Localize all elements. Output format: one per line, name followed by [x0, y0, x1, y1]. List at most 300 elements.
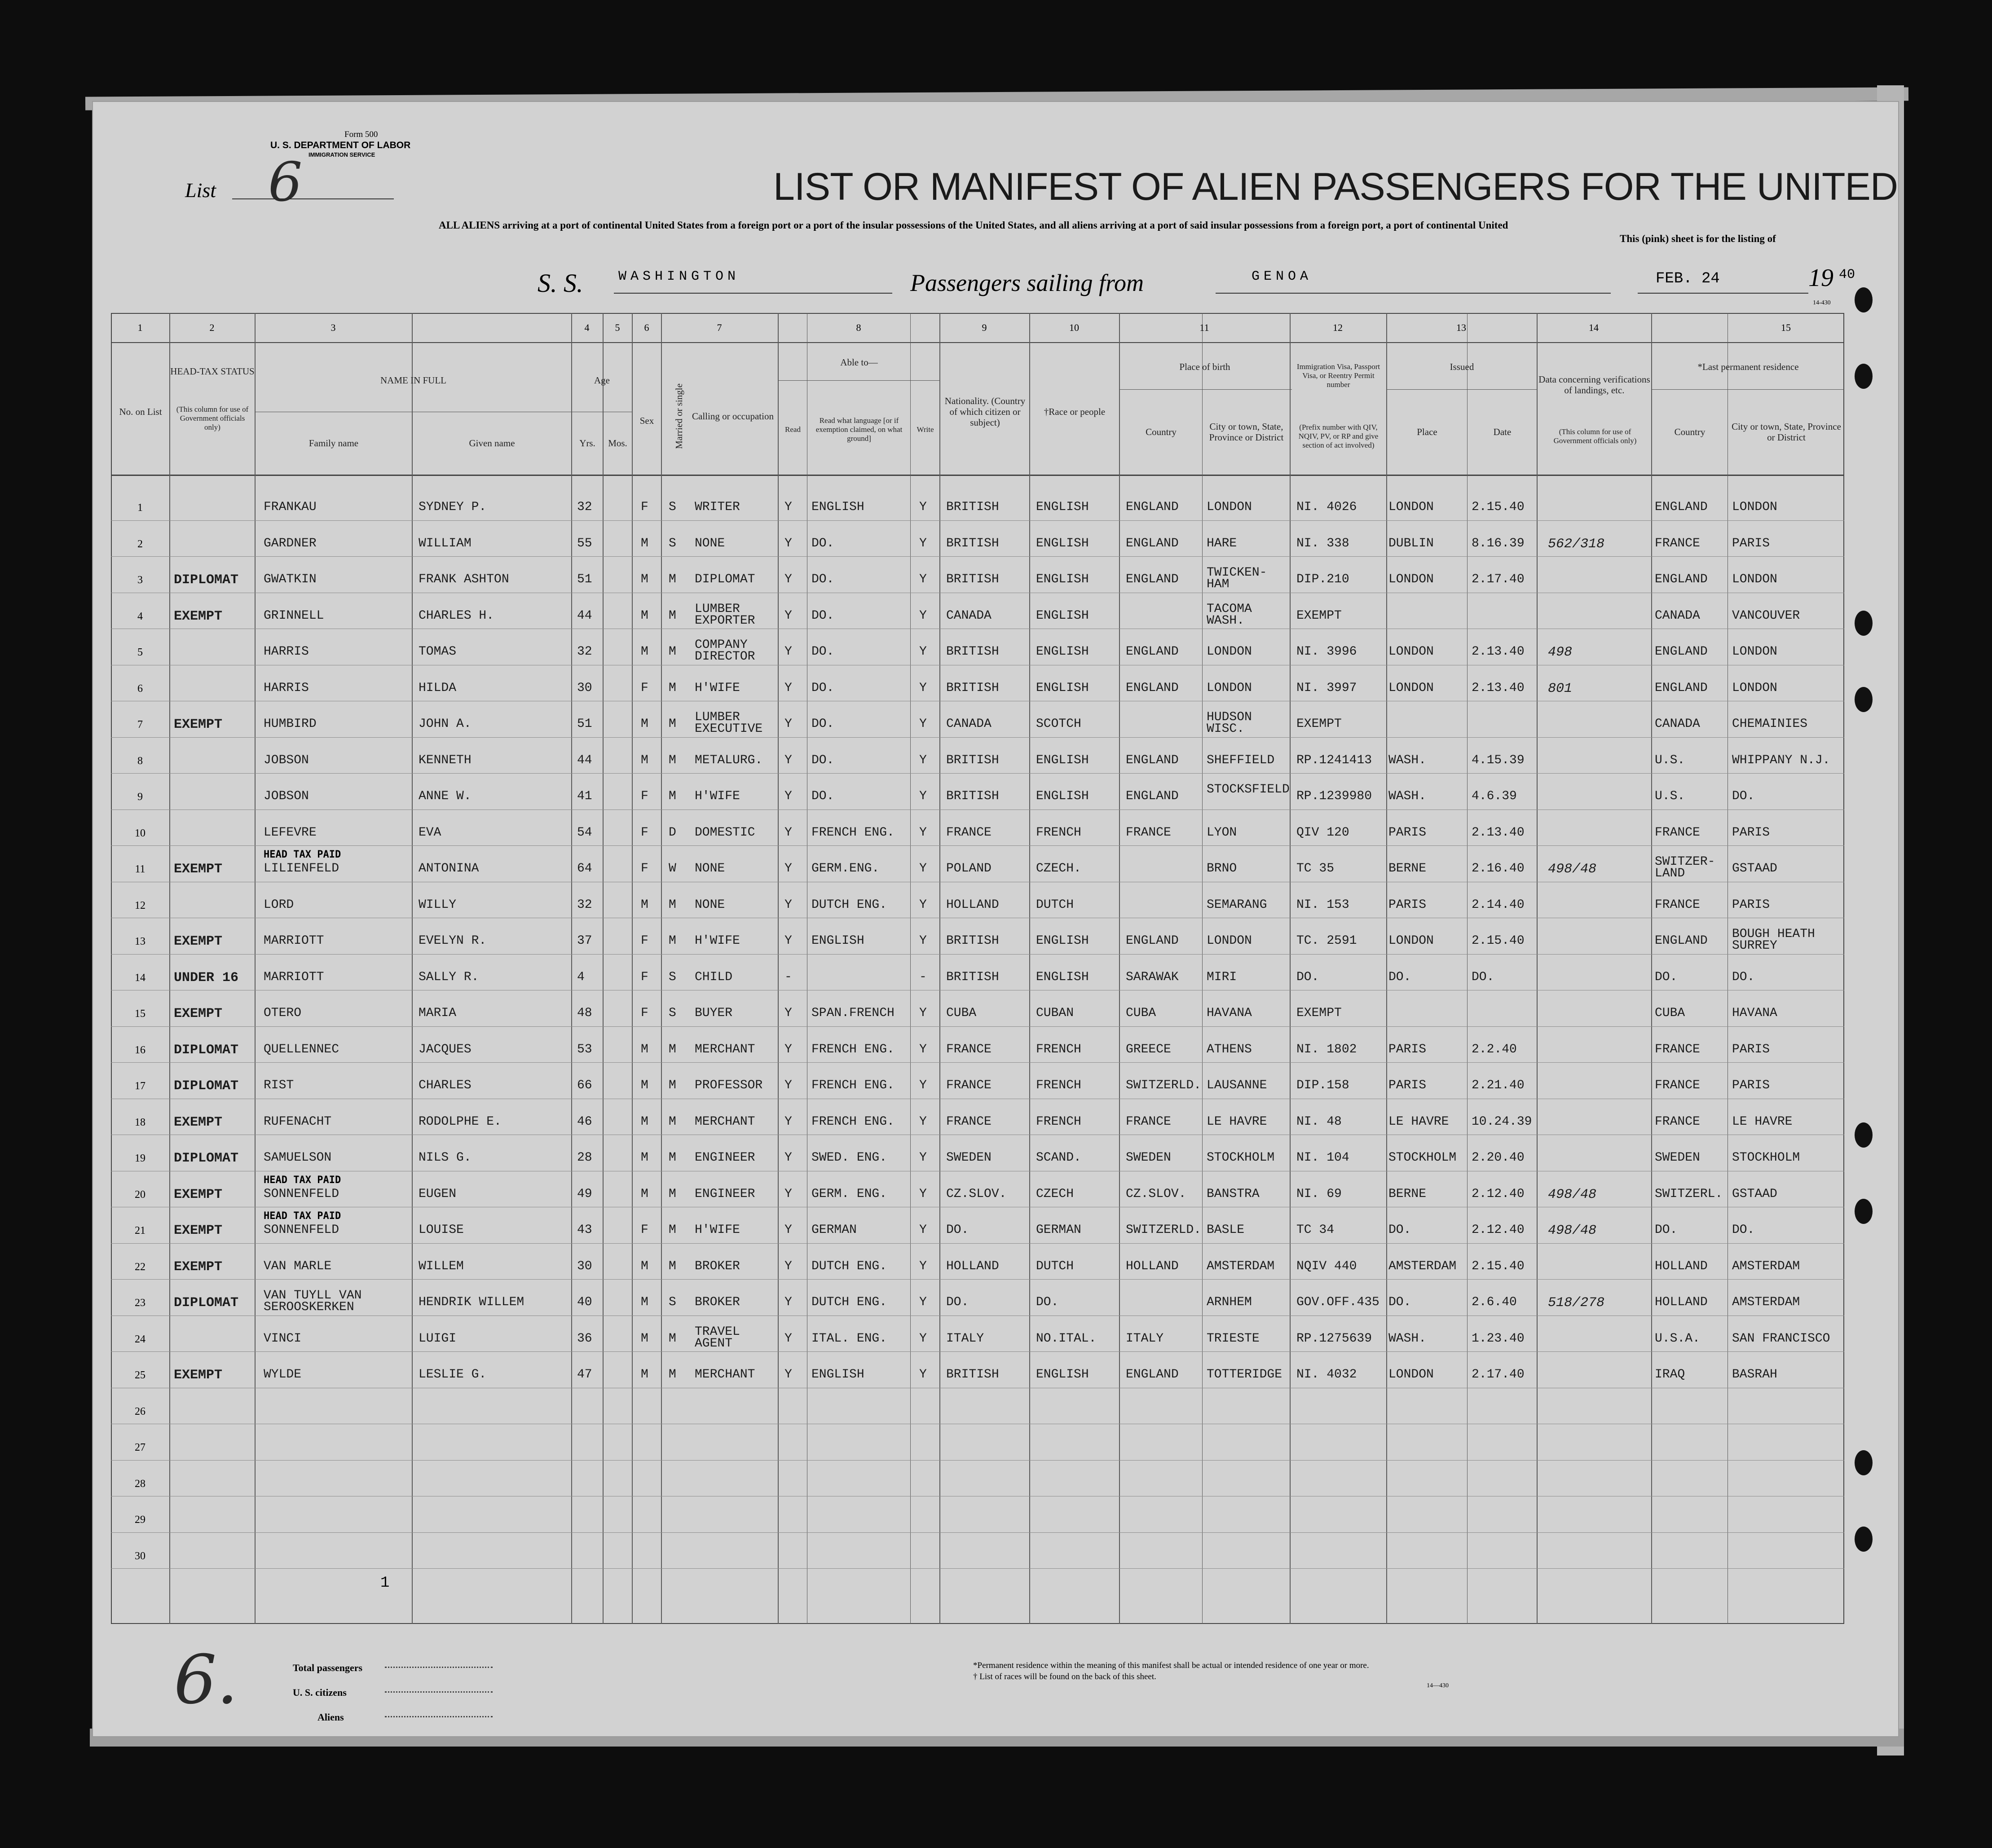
- race: GERMAN: [1036, 1223, 1081, 1237]
- col-rule: [603, 313, 604, 1624]
- row-number: 2: [137, 538, 143, 550]
- reads: Y: [784, 1259, 792, 1273]
- age: 55: [577, 536, 592, 550]
- birth-country: FRANCE: [1126, 825, 1171, 840]
- occupation: ENGINEER: [695, 1187, 755, 1201]
- writes: Y: [919, 1331, 927, 1346]
- visa-number: NQIV 440: [1296, 1259, 1357, 1273]
- sex: F: [641, 789, 648, 803]
- given-name: LUIGI: [419, 1331, 457, 1346]
- writes: Y: [919, 1187, 927, 1201]
- sex: M: [641, 608, 648, 623]
- race: NO.ITAL.: [1036, 1331, 1097, 1346]
- residence-city: HAVANA: [1732, 1006, 1777, 1020]
- residence-city: DO.: [1732, 1223, 1755, 1237]
- language: FRENCH ENG.: [811, 1078, 895, 1092]
- column-number: 12: [1333, 322, 1343, 333]
- age: 46: [577, 1114, 592, 1129]
- nationality: FRANCE: [946, 1042, 992, 1056]
- header-write: Write: [917, 425, 934, 434]
- race: FRENCH: [1036, 1114, 1081, 1129]
- column-number: 2: [209, 322, 215, 333]
- language: ITAL. ENG.: [811, 1331, 887, 1346]
- writes: Y: [919, 717, 927, 731]
- occupation: ENGINEER: [695, 1151, 755, 1165]
- head-tax-status: EXEMPT: [174, 1006, 223, 1021]
- header-rule: [111, 475, 1844, 476]
- race: ENGLISH: [1036, 608, 1089, 623]
- age: 48: [577, 1006, 592, 1020]
- given-name: WILLEM: [419, 1259, 464, 1273]
- row-number: 25: [135, 1369, 145, 1381]
- age: 47: [577, 1368, 592, 1382]
- head-tax-status: EXEMPT: [174, 1259, 223, 1275]
- binder-hole: [1855, 1450, 1873, 1475]
- able-subrule: [778, 380, 939, 381]
- birth-country: CUBA: [1126, 1006, 1156, 1020]
- occupation: NONE: [695, 862, 725, 876]
- header-visa-note: (Prefix number with QIV, NQIV, PV, or RP and give section of act involved): [1298, 423, 1379, 449]
- birth-city: LONDON: [1207, 681, 1252, 695]
- issued-date: 2.15.40: [1472, 1259, 1525, 1273]
- nationality: ITALY: [946, 1331, 984, 1346]
- birth-country: ITALY: [1126, 1331, 1164, 1346]
- residence-country: ENGLAND: [1655, 500, 1708, 514]
- birth-country: SARAWAK: [1126, 970, 1179, 984]
- residence-city: STOCKHOLM: [1732, 1151, 1800, 1165]
- language: FRENCH ENG.: [811, 1042, 895, 1056]
- residence-city: PARIS: [1732, 536, 1770, 550]
- language: SPAN.FRENCH: [811, 1006, 895, 1020]
- residence-city: LONDON: [1732, 500, 1777, 514]
- issued-place: DO.: [1388, 1295, 1411, 1309]
- issued-place: LONDON: [1388, 934, 1434, 948]
- language: FRENCH ENG.: [811, 825, 895, 840]
- marital-status: M: [669, 1187, 676, 1201]
- visa-number: NI. 48: [1296, 1114, 1342, 1129]
- column-number: 3: [331, 322, 336, 333]
- residence-city: LONDON: [1732, 681, 1777, 695]
- given-name: SYDNEY P.: [419, 500, 487, 514]
- row-number: 11: [135, 863, 145, 875]
- family-name: LORD: [264, 898, 294, 912]
- occupation: CHILD: [695, 970, 733, 984]
- residence-country: CANADA: [1655, 717, 1700, 731]
- given-name: WILLIAM: [419, 536, 472, 550]
- visa-number: NI. 338: [1296, 536, 1349, 550]
- sex: M: [641, 1331, 648, 1346]
- writes: Y: [919, 1295, 927, 1309]
- header-last-residence: *Last permanent residence: [1697, 361, 1799, 372]
- sex: F: [641, 681, 648, 695]
- writes: Y: [919, 898, 927, 912]
- marital-status: M: [669, 1368, 676, 1382]
- age: 66: [577, 1078, 592, 1092]
- column-number: 1: [137, 322, 143, 333]
- binder-hole: [1855, 287, 1873, 312]
- visa-number: EXEMPT: [1296, 1006, 1342, 1020]
- family-name: RUFENACHT: [264, 1114, 332, 1129]
- head-tax-note: HEAD TAX PAID: [264, 849, 341, 860]
- marital-status: M: [669, 1331, 676, 1346]
- row-number: 1: [137, 502, 143, 514]
- row-number: 5: [137, 647, 143, 658]
- birth-city: AMSTERDAM: [1207, 1259, 1275, 1273]
- list-label: List: [185, 179, 216, 202]
- issued-place: WASH.: [1388, 789, 1427, 803]
- issued-place: BERNE: [1388, 1187, 1427, 1201]
- sex: F: [641, 1006, 648, 1020]
- occupation: H'WIFE: [695, 681, 740, 695]
- residence-city: PARIS: [1732, 1078, 1770, 1092]
- birth-city: LYON: [1207, 825, 1237, 840]
- col-rule: [1202, 313, 1203, 1624]
- language: ENGLISH: [811, 934, 864, 948]
- sex: F: [641, 970, 648, 984]
- nationality: BRITISH: [946, 536, 999, 550]
- occupation: BROKER: [695, 1259, 740, 1273]
- residence-city: GSTAAD: [1732, 862, 1777, 876]
- nationality: BRITISH: [946, 572, 999, 586]
- language: GERMAN: [811, 1223, 857, 1237]
- age: 32: [577, 898, 592, 912]
- row-number: 16: [135, 1044, 145, 1056]
- birth-city: STOCKHOLM: [1207, 1151, 1275, 1165]
- family-name: SAMUELSON: [264, 1151, 332, 1165]
- sailing-date: FEB. 24: [1656, 270, 1720, 287]
- given-name: MARIA: [419, 1006, 457, 1020]
- language: FRENCH ENG.: [811, 1114, 895, 1129]
- visa-number: NI. 3996: [1296, 645, 1357, 659]
- issued-date: DO.: [1472, 970, 1494, 984]
- sailing-label: Passengers sailing from: [910, 269, 1144, 296]
- residence-country: ENGLAND: [1655, 645, 1708, 659]
- issued-place: WASH.: [1388, 1331, 1427, 1346]
- race: ENGLISH: [1036, 789, 1089, 803]
- reads: Y: [784, 1223, 792, 1237]
- age: 41: [577, 789, 592, 803]
- col-rule: [1537, 313, 1538, 1624]
- issued-place: PARIS: [1388, 1078, 1427, 1092]
- birth-country: ENGLAND: [1126, 645, 1179, 659]
- residence-country: CUBA: [1655, 1006, 1685, 1020]
- race: CUBAN: [1036, 1006, 1074, 1020]
- nationality: FRANCE: [946, 1078, 992, 1092]
- birth-country: ENGLAND: [1126, 572, 1179, 586]
- nationality: BRITISH: [946, 753, 999, 767]
- header-mos: Mos.: [608, 438, 627, 449]
- residence-country: SWITZER-LAND: [1655, 855, 1715, 880]
- nationality: BRITISH: [946, 645, 999, 659]
- col-rule: [1290, 313, 1291, 1624]
- totals-dots: [385, 1691, 493, 1693]
- year-prefix: 19: [1808, 264, 1833, 292]
- reads: Y: [784, 1114, 792, 1129]
- birth-country: GREECE: [1126, 1042, 1171, 1056]
- writes: Y: [919, 789, 927, 803]
- writes: Y: [919, 825, 927, 840]
- row-rule: [111, 1568, 1844, 1569]
- us-citizens-label: U. S. citizens: [293, 1687, 347, 1698]
- reads: Y: [784, 608, 792, 623]
- header-verif: Data concerning verifications of landings, etc.: [1538, 374, 1650, 396]
- row-number: 23: [135, 1297, 145, 1309]
- header-age: Age: [594, 375, 610, 386]
- marital-status: M: [669, 1078, 676, 1092]
- list-underline: [232, 198, 394, 199]
- marital-status: S: [669, 536, 676, 550]
- family-name: OTERO: [264, 1006, 302, 1020]
- residence-country: U.S.A.: [1655, 1331, 1700, 1346]
- occupation: NONE: [695, 536, 725, 550]
- birth-city: HUDSON WISC.: [1207, 710, 1252, 736]
- race: FRENCH: [1036, 825, 1081, 840]
- occupation: COMPANY DIRECTOR: [695, 638, 755, 664]
- issued-date: 4.6.39: [1472, 789, 1517, 803]
- footnote-code: 14—430: [1427, 1682, 1449, 1689]
- issued-date: 2.14.40: [1472, 898, 1525, 912]
- family-name: FRANKAU: [264, 500, 317, 514]
- writes: Y: [919, 572, 927, 586]
- family-name: JOBSON: [264, 789, 309, 803]
- reads: Y: [784, 1151, 792, 1165]
- row-number: 30: [135, 1550, 145, 1562]
- nationality: CZ.SLOV.: [946, 1187, 1007, 1201]
- header-issued: Issued: [1450, 361, 1474, 372]
- department-label: U. S. DEPARTMENT OF LABOR: [270, 140, 411, 150]
- sex: M: [641, 1187, 648, 1201]
- row-number: 29: [135, 1514, 145, 1526]
- verification: 498/48: [1548, 1223, 1597, 1238]
- row-rule: [111, 556, 1844, 557]
- race: ENGLISH: [1036, 536, 1089, 550]
- given-name: WILLY: [419, 898, 457, 912]
- visa-number: NI. 1802: [1296, 1042, 1357, 1056]
- marital-status: M: [669, 1151, 676, 1165]
- issued-date: 2.16.40: [1472, 862, 1525, 876]
- nationality: DO.: [946, 1223, 969, 1237]
- col-rule: [571, 313, 572, 1624]
- birth-city: SEMARANG: [1207, 898, 1267, 912]
- residence-city: BASRAH: [1732, 1368, 1777, 1382]
- row-number: 22: [135, 1261, 145, 1273]
- visa-number: TC 35: [1296, 862, 1335, 876]
- family-name: HARRIS: [264, 645, 309, 659]
- visa-number: RP.1275639: [1296, 1331, 1372, 1346]
- row-rule: [111, 1351, 1844, 1352]
- residence-city: CHEMAINIES: [1732, 717, 1808, 731]
- birth-city: BASLE: [1207, 1223, 1245, 1237]
- race: ENGLISH: [1036, 934, 1089, 948]
- verification: 562/318: [1548, 536, 1605, 552]
- family-name: GRINNELL: [264, 608, 324, 623]
- birth-city: SHEFFIELD: [1207, 753, 1275, 767]
- row-number: 12: [135, 899, 145, 911]
- issued-place: LONDON: [1388, 500, 1434, 514]
- residence-country: DO.: [1655, 1223, 1678, 1237]
- issued-place: DUBLIN: [1388, 536, 1434, 550]
- marital-status: M: [669, 753, 676, 767]
- issued-place: PARIS: [1388, 825, 1427, 840]
- family-name: SONNENFELD: [264, 1223, 339, 1237]
- writes: Y: [919, 500, 927, 514]
- column-number: 15: [1781, 322, 1791, 333]
- header-birth-city: City or town, State, Province or District: [1209, 421, 1284, 443]
- column-number-rule: [111, 342, 1844, 343]
- language: ENGLISH: [811, 1368, 864, 1382]
- reads: Y: [784, 681, 792, 695]
- row-rule: [111, 1026, 1844, 1027]
- birth-country: CZ.SLOV.: [1126, 1187, 1186, 1201]
- row-rule: [111, 773, 1844, 774]
- verification: 801: [1548, 681, 1573, 696]
- sex: M: [641, 1151, 648, 1165]
- row-rule: [111, 1532, 1844, 1533]
- verification: 518/278: [1548, 1295, 1605, 1311]
- residence-city: PARIS: [1732, 898, 1770, 912]
- race: ENGLISH: [1036, 572, 1089, 586]
- residence-city: PARIS: [1732, 825, 1770, 840]
- row-number: 17: [135, 1080, 145, 1092]
- age: 32: [577, 645, 592, 659]
- header-yrs: Yrs.: [579, 438, 595, 449]
- visa-number: NI. 69: [1296, 1187, 1342, 1201]
- binder-hole: [1855, 364, 1873, 389]
- verification: 498: [1548, 645, 1573, 660]
- birth-subrule: [1119, 389, 1292, 390]
- birth-city: BANSTRA: [1207, 1187, 1260, 1201]
- race: CZECH.: [1036, 862, 1081, 876]
- issued-place: LE HAVRE: [1388, 1114, 1449, 1129]
- nationality: BRITISH: [946, 500, 999, 514]
- birth-city: HAVANA: [1207, 1006, 1252, 1020]
- head-tax-note: HEAD TAX PAID: [264, 1210, 341, 1222]
- given-name: JACQUES: [419, 1042, 472, 1056]
- sex: M: [641, 1295, 648, 1309]
- nationality: BRITISH: [946, 970, 999, 984]
- language: ENGLISH: [811, 500, 864, 514]
- residence-city: GSTAAD: [1732, 1187, 1777, 1201]
- issued-date: 2.13.40: [1472, 645, 1525, 659]
- birth-city: LONDON: [1207, 645, 1252, 659]
- given-name: SALLY R.: [419, 970, 479, 984]
- head-tax-status: DIPLOMAT: [174, 1295, 239, 1311]
- given-name: HILDA: [419, 681, 457, 695]
- column-number: 10: [1069, 322, 1079, 333]
- column-number: 5: [615, 322, 620, 333]
- visa-number: RP.1239980: [1296, 789, 1372, 803]
- issued-date: 2.12.40: [1472, 1187, 1525, 1201]
- family-name: HARRIS: [264, 681, 309, 695]
- occupation: MERCHANT: [695, 1042, 755, 1056]
- given-name: CHARLES H.: [419, 608, 494, 623]
- row-number: 27: [135, 1442, 145, 1453]
- column-number: 7: [717, 322, 722, 333]
- occupation: DIPLOMAT: [695, 572, 755, 586]
- issued-place: LONDON: [1388, 681, 1434, 695]
- language: GERM.ENG.: [811, 862, 880, 876]
- language: DO.: [811, 645, 834, 659]
- sex: M: [641, 717, 648, 731]
- birth-city: BRNO: [1207, 862, 1237, 876]
- birth-country: SWITZERLD.: [1126, 1223, 1202, 1237]
- row-number: 19: [135, 1153, 145, 1164]
- nationality: BRITISH: [946, 789, 999, 803]
- writes: Y: [919, 1006, 927, 1020]
- issued-place: STOCKHOLM: [1388, 1151, 1457, 1165]
- visa-number: NI. 3997: [1296, 681, 1357, 695]
- issued-date: 10.24.39: [1472, 1114, 1532, 1129]
- birth-city: TACOMA WASH.: [1207, 602, 1252, 628]
- language: DO.: [811, 608, 834, 623]
- nationality: SWEDEN: [946, 1151, 992, 1165]
- nationality: CANADA: [946, 717, 992, 731]
- row-number: 9: [137, 791, 143, 803]
- row-rule: [111, 954, 1844, 955]
- footnote-residence: *Permanent residence within the meaning of this manifest shall be actual or intended residence of one year or more.: [973, 1661, 1369, 1670]
- row-number: 20: [135, 1188, 145, 1201]
- port-underline: [1216, 293, 1611, 294]
- residence-country: ENGLAND: [1655, 681, 1708, 695]
- residence-country: U.S.: [1655, 789, 1685, 803]
- sex: M: [641, 1259, 648, 1273]
- service-label: IMMIGRATION SERVICE: [308, 151, 375, 158]
- occupation: TRAVEL AGENT: [695, 1324, 740, 1351]
- birth-city: STOCKSFIELD: [1207, 783, 1290, 796]
- marital-status: W: [669, 862, 676, 876]
- marital-status: M: [669, 681, 676, 695]
- reads: Y: [784, 825, 792, 840]
- head-tax-status: EXEMPT: [174, 1368, 223, 1383]
- reads: Y: [784, 934, 792, 948]
- language: DUTCH ENG.: [811, 898, 887, 912]
- given-name: NILS G.: [419, 1151, 472, 1165]
- visa-number: DIP.158: [1296, 1078, 1349, 1092]
- reads: Y: [784, 500, 792, 514]
- visa-number: TC 34: [1296, 1223, 1335, 1237]
- birth-country: ENGLAND: [1126, 536, 1179, 550]
- head-tax-status: EXEMPT: [174, 1223, 223, 1238]
- race: ENGLISH: [1036, 753, 1089, 767]
- marital-status: S: [669, 970, 676, 984]
- row-number: 13: [135, 936, 145, 947]
- language: DUTCH ENG.: [811, 1259, 887, 1273]
- header-race: †Race or people: [1044, 406, 1106, 417]
- nationality: POLAND: [946, 862, 992, 876]
- nationality: HOLLAND: [946, 898, 999, 912]
- language: DO.: [811, 789, 834, 803]
- residence-city: DO.: [1732, 970, 1755, 984]
- age: 32: [577, 500, 592, 514]
- header-res-city: City or town, State, Province or District: [1732, 421, 1841, 443]
- language: GERM. ENG.: [811, 1187, 887, 1201]
- occupation: MERCHANT: [695, 1368, 755, 1382]
- list-number: 6: [268, 151, 303, 214]
- visa-number: EXEMPT: [1296, 717, 1342, 731]
- language: DO.: [811, 717, 834, 731]
- occupation: H'WIFE: [695, 934, 740, 948]
- birth-country: ENGLAND: [1126, 753, 1179, 767]
- visa-number: GOV.OFF.435: [1296, 1295, 1379, 1309]
- family-name: WYLDE: [264, 1368, 302, 1382]
- issued-date: 2.2.40: [1472, 1042, 1517, 1056]
- writes: Y: [919, 608, 927, 623]
- reads: Y: [784, 1331, 792, 1346]
- reads: -: [784, 970, 792, 984]
- writes: Y: [919, 681, 927, 695]
- visa-number: NI. 104: [1296, 1151, 1349, 1165]
- row-number: 21: [135, 1225, 145, 1236]
